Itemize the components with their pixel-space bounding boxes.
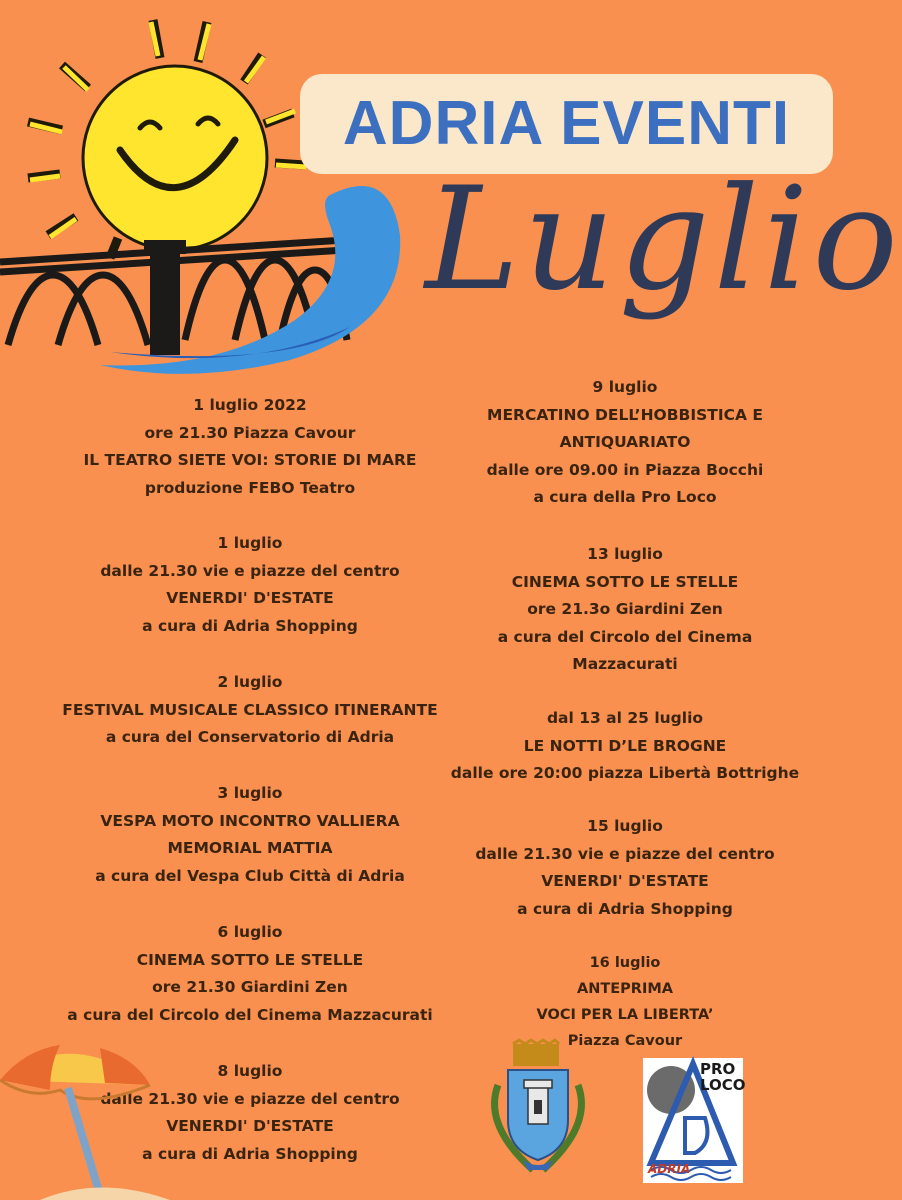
event-line: a cura del Vespa Club Città di Adria — [95, 866, 405, 885]
event-date: 9 luglio — [592, 378, 658, 396]
event-date: 8 luglio — [217, 1062, 283, 1080]
event-line: a cura di Adria Shopping — [142, 1144, 358, 1163]
event-block — [10, 669, 490, 752]
event-block — [420, 541, 830, 679]
event-line: dalle ore 09.00 in Piazza Bocchi — [486, 460, 764, 479]
event-line: dalle ore 20:00 piazza Libertà Bottrighe — [450, 764, 800, 783]
event-line: a cura della Pro Loco — [533, 488, 717, 507]
beach-umbrella-icon — [0, 1020, 170, 1200]
event-line: dalle 21.30 vie e piazze del centro — [100, 1089, 400, 1108]
event-line: LE NOTTI D’LE BROGNE — [523, 736, 727, 755]
event-line: VENERDI' D'ESTATE — [541, 872, 709, 891]
event-date: 16 luglio — [589, 955, 661, 971]
event-line: FESTIVAL MUSICALE CLASSICO ITINERANTE — [62, 700, 438, 719]
event-date: 13 luglio — [587, 545, 663, 563]
proloco-label-top: PRO — [700, 1060, 736, 1078]
event-line: VESPA MOTO INCONTRO VALLIERA — [100, 811, 400, 830]
event-block — [420, 950, 830, 1054]
event-line: VOCI PER LA LIBERTA’ — [536, 1007, 714, 1023]
event-line: CINEMA SOTTO LE STELLE — [511, 572, 739, 591]
month-heading: Luglio — [425, 157, 902, 322]
event-line: ore 21.30 Piazza Cavour — [144, 423, 356, 442]
event-block — [10, 919, 490, 1029]
event-block — [10, 392, 490, 502]
event-line: MEMORIAL MATTIA — [167, 839, 333, 858]
event-block — [420, 374, 830, 512]
event-line: a cura del Conservatorio di Adria — [105, 728, 395, 747]
event-line: a cura del Circolo del Cinema — [497, 627, 753, 646]
event-date: 6 luglio — [217, 923, 283, 941]
event-line: CINEMA SOTTO LE STELLE — [136, 950, 364, 969]
event-line: IL TEATRO SIETE VOI: STORIE DI MARE — [83, 451, 417, 470]
event-date: 3 luglio — [217, 784, 283, 802]
event-line: dalle 21.30 vie e piazze del centro — [100, 561, 400, 580]
event-line: ANTEPRIMA — [577, 981, 673, 997]
event-line: Piazza Cavour — [567, 1033, 683, 1049]
event-date: 2 luglio — [217, 673, 283, 691]
page-title: ADRIA EVENTI — [342, 89, 791, 158]
smiling-sun-icon — [0, 0, 420, 380]
event-block — [10, 780, 490, 890]
proloco-label-city: ADRIA — [648, 1162, 691, 1176]
event-line: ore 21.30 Giardini Zen — [152, 978, 348, 997]
event-line: ore 21.3o Giardini Zen — [527, 600, 723, 619]
event-line: ANTIQUARIATO — [559, 433, 691, 452]
event-line: a cura di Adria Shopping — [517, 899, 733, 918]
event-line: a cura del Circolo del Cinema Mazzacurati — [67, 1005, 433, 1024]
event-date: dal 13 al 25 luglio — [546, 709, 704, 727]
proloco-label-bottom: LOCO — [700, 1076, 746, 1094]
event-line: dalle 21.30 vie e piazze del centro — [475, 844, 775, 863]
event-date: 15 luglio — [587, 817, 663, 835]
event-line: Mazzacurati — [572, 655, 678, 674]
event-block — [420, 813, 830, 923]
event-line: MERCATINO DELL’HOBBISTICA E — [487, 405, 763, 424]
city-crest-icon — [478, 1040, 598, 1180]
event-line: VENERDI' D'ESTATE — [166, 589, 334, 608]
event-date: 1 luglio — [217, 534, 283, 552]
event-line: a cura di Adria Shopping — [142, 616, 358, 635]
event-block — [420, 705, 830, 788]
event-block — [10, 530, 490, 640]
event-line: produzione FEBO Teatro — [144, 478, 356, 497]
event-date: 1 luglio 2022 — [193, 396, 307, 414]
event-line: VENERDI' D'ESTATE — [166, 1117, 334, 1136]
